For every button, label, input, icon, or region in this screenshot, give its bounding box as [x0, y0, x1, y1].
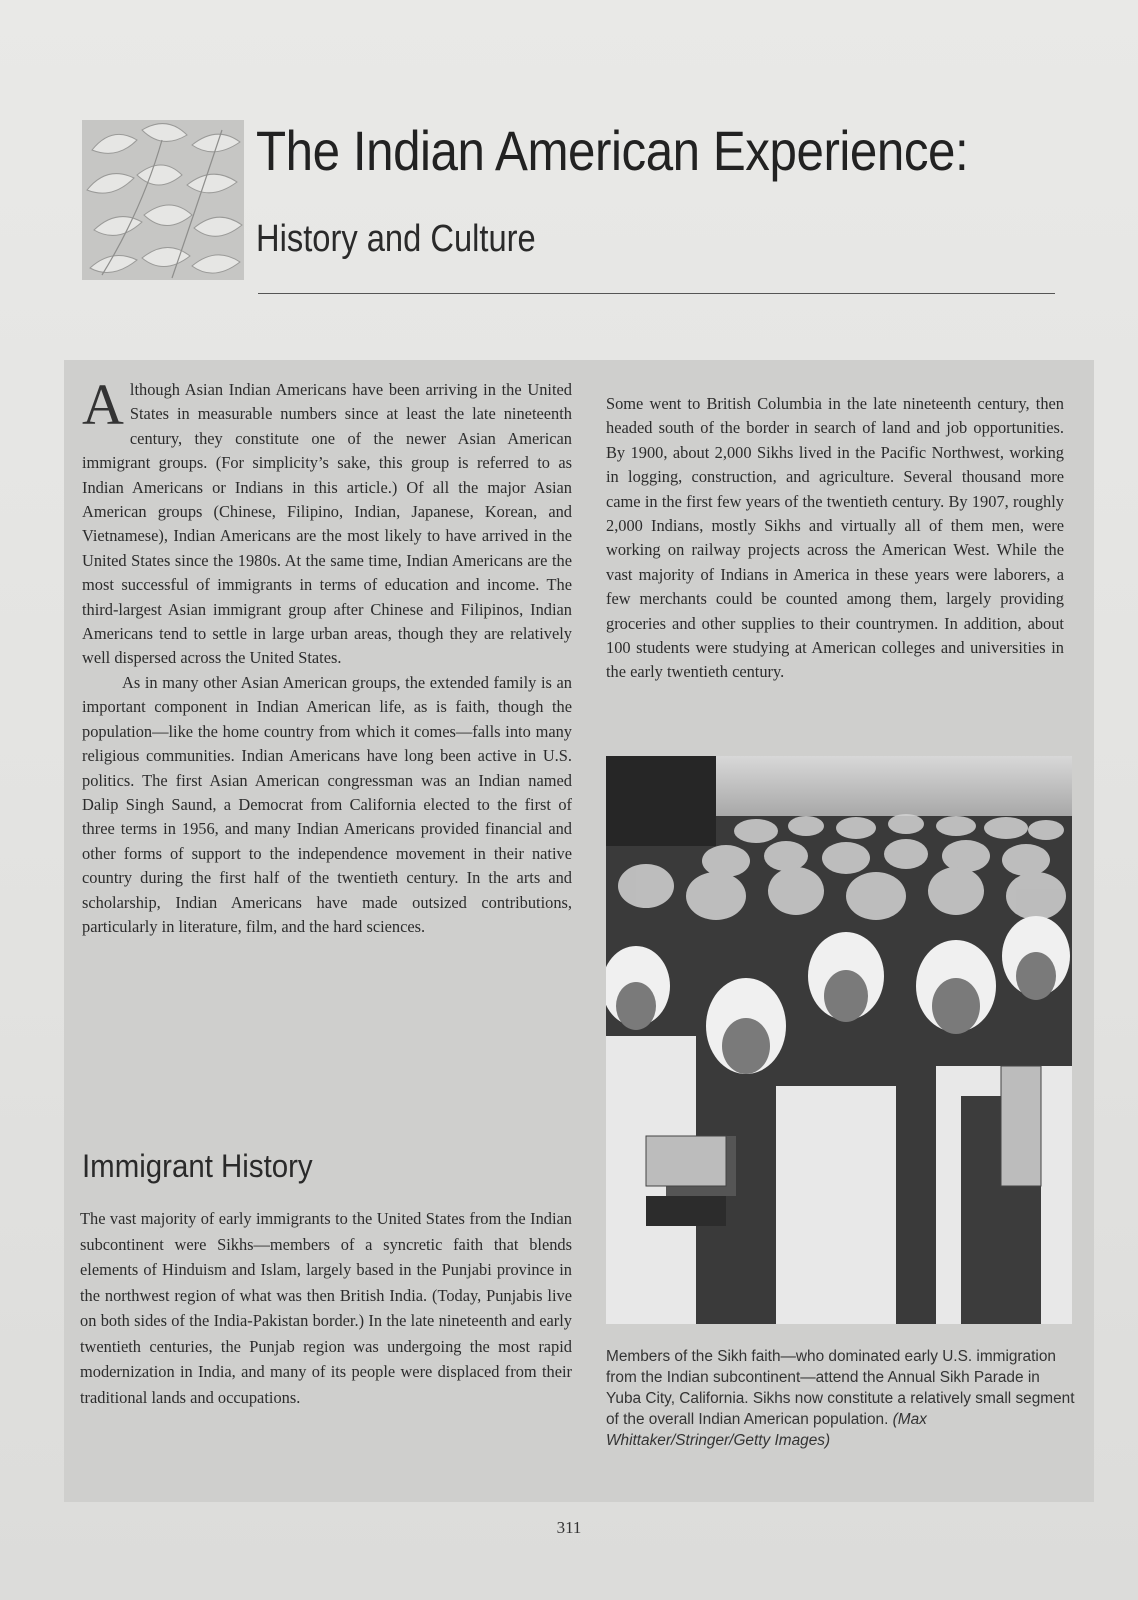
- page-title: The Indian American Experience:: [256, 119, 969, 182]
- leaf-ornament-icon: [82, 120, 244, 280]
- right-column: [606, 392, 1064, 685]
- photo-credit: (Max Whittaker/Stringer/Getty Images): [606, 1411, 927, 1449]
- section-paragraph-1: The vast majority of early immigrants to the United States from the Indian subcontinent were Sikhs—members of a syncretic faith that blends elements of Hinduism and Islam, largely based in the Punjabi province in the northwest region of what was then British India. (Today, Punjabis live on both sides of the India-Pakistan border.) In the late nineteenth and early twentieth centuries, the Punjab region was undergoing the most rapid modernization in India, and many of its people were displaced from their traditional lands and occupations.: [80, 1209, 572, 1407]
- drop-cap: A: [82, 372, 124, 437]
- title-divider: [258, 293, 1055, 294]
- intro-paragraph-2: As in many other Asian American groups, the extended family is an important component in Indian American life, as is faith, though the population—like the home country from which it comes—falls into many religious communities. Indian Americans have long been active in U.S. politics. The first Asian American congressman was an Indian named Dalip Singh Saund, a Democrat from California elected to the first of three terms in 1956, and many Indian Americans provided financial and other forms of support to the independence movement in their native country during the first half of the twentieth century. In the arts and scholarship, Indian Americans have made outsized contributions, particularly in literature, film, and the hard sciences.: [82, 672, 572, 936]
- right-paragraph-1: Some went to British Columbia in the late nineteenth century, then headed south of the border in search of land and job opportunities. By 1900, about 2,000 Sikhs lived in the Pacific Northwest, working in logging, construction, and agriculture. Several thousand more came in the first few years of the twentieth century. By 1907, roughly 2,000 Indians, mostly Sikhs and virtually all of them men, were working on railway projects across the American West. While the vast majority of Indians in America in these years were laborers, a few merchants could be counted among them, largely providing groceries and other supplies to their countrymen. In addition, about 100 students were studying at American colleges and universities in the early twentieth century.: [606, 394, 1064, 682]
- page-number: 311: [556, 1518, 582, 1537]
- page-subtitle: History and Culture: [256, 218, 536, 260]
- section-column: [80, 1206, 572, 1410]
- section-heading: Immigrant History: [82, 1148, 313, 1184]
- photo-caption: [606, 1346, 1076, 1451]
- intro-paragraph-1: [82, 372, 572, 671]
- caption-text: Members of the Sikh faith—who dominated early U.S. immigration from the Indian subcontinent—attend the Annual Sikh Parade in Yuba City, California. Sikhs now constitute a relatively small segment of the overall Indian American population.: [606, 1348, 1075, 1428]
- sikh-parade-photo: [606, 756, 1072, 1324]
- intro-paragraph-1-text: lthough Asian Indian Americans have been arriving in the United States in measurable numbers since at least the late nineteenth century, they constitute one of the newer Asian American immigrant groups. (For simplicity’s sake, this group is referred to as Indian Americans or Indians in this article.) Of all the major Asian American groups (Chinese, Filipino, Indian, Japanese, Korean, and Vietnamese), Indian Americans are the most likely to have arrived in the United States since the 1980s. At the same time, Indian Americans are the most successful of immigrants in terms of education and income. The third-largest Asian immigrant group after Chinese and Filipinos, Indian Americans tend to settle in large urban areas, though they are relatively well dispersed across the United States.: [82, 380, 572, 668]
- intro-column: [82, 372, 572, 939]
